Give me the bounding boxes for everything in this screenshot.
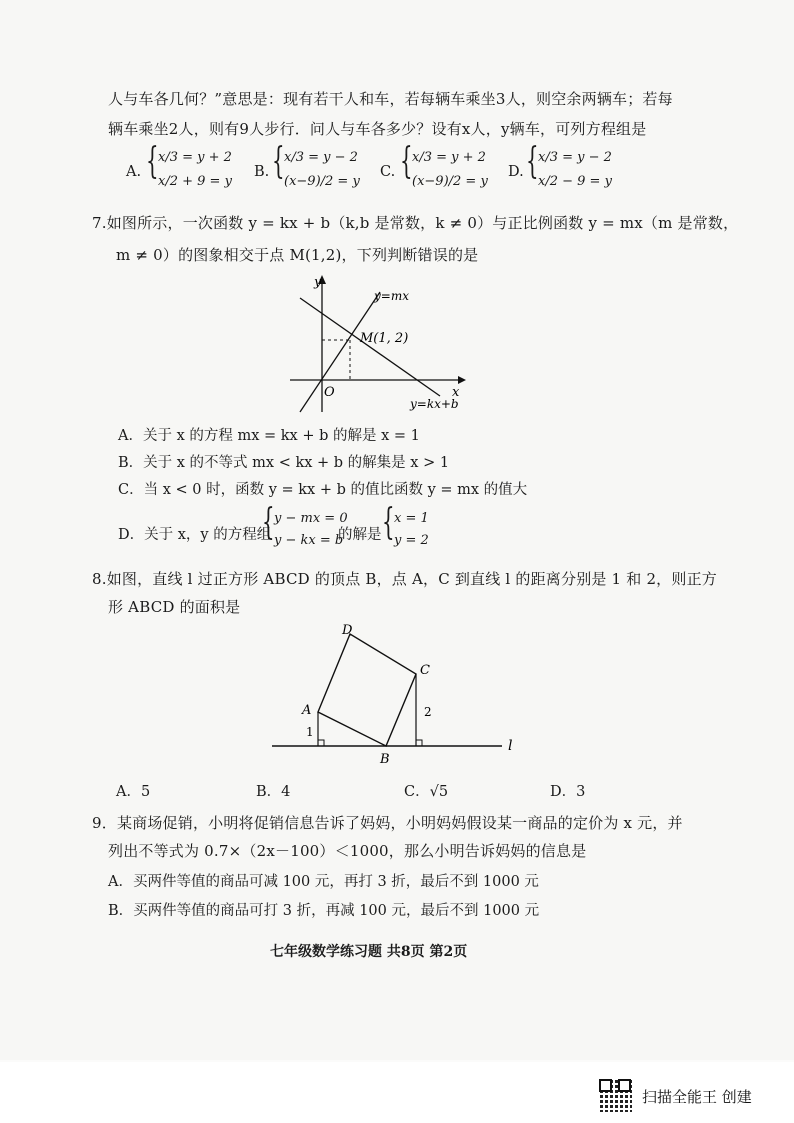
q8-line-2: 形 ABCD 的面积是 xyxy=(108,598,241,616)
q8-label-b: B xyxy=(380,752,390,767)
scanner-brand xyxy=(598,1078,778,1112)
q7-label-point-m: M(1, 2) xyxy=(360,331,409,346)
q7-option-d-sys1-eq1: y − mx = 0 xyxy=(274,511,348,526)
q8-option-a: A．5 xyxy=(116,784,151,800)
q8-right-angle-c-icon xyxy=(416,740,422,746)
q6-option-a-eq2: x/2 + 9 = y xyxy=(158,174,232,189)
q6-option-a-system: { x/3 = y + 2 x/2 + 9 = y xyxy=(146,141,232,189)
q7-line-mx xyxy=(300,292,380,412)
q7-option-c: C．当 x < 0 时，函数 y = kx + b 的值比函数 y = mx 的值大 xyxy=(118,482,528,498)
q7-label-kxb: y=kx+b xyxy=(410,397,459,411)
q9-line-1: 9．某商场促销，小明将促销信息告诉了妈妈，小明妈妈假设某一商品的定价为 x 元，并 xyxy=(92,814,683,832)
q8-label-dist-a: 1 xyxy=(306,725,314,739)
q8-label-a: A xyxy=(302,703,312,718)
q7-graph xyxy=(280,272,480,416)
q6-option-d-system: { x/3 = y − 2 x/2 − 9 = y xyxy=(526,141,612,189)
q6-line-2: 辆车乘坐2人，则有9人步行．问人与车各多少？设有x人，y辆车，可列方程组是 xyxy=(108,120,647,138)
q7-x-arrow-icon xyxy=(458,376,466,384)
q8-label-dist-c: 2 xyxy=(424,705,432,719)
q6-option-d-label: D. xyxy=(508,164,524,180)
q9-option-b: B．买两件等值的商品可打 3 折，再减 100 元，最后不到 1000 元 xyxy=(108,903,540,919)
q6-option-c-eq2: (x−9)/2 = y xyxy=(412,174,488,189)
q8-label-l: l xyxy=(508,738,513,754)
q7-label-mx: y=mx xyxy=(374,289,409,303)
q7-line-1: 7.如图所示，一次函数 y = kx + b（k,b 是常数，k ≠ 0）与正比例函数 y = mx（m 是常数， xyxy=(92,214,739,232)
q8-label-d: D xyxy=(342,623,353,638)
q6-option-c-label: C. xyxy=(380,164,396,180)
q8-label-c: C xyxy=(420,663,430,678)
q7-option-d-system-1: { y − mx = 0 y − kx = b xyxy=(262,502,348,548)
q8-right-angle-a-icon xyxy=(318,740,324,746)
q7-label-y: y xyxy=(314,275,322,290)
q6-option-d-eq2: x/2 − 9 = y xyxy=(538,174,612,189)
page-footer: 七年级数学练习题 共8页 第2页 xyxy=(270,944,468,960)
brand-text: 扫描全能王 创建 xyxy=(642,1088,752,1106)
q6-option-c-eq1: x/3 = y + 2 xyxy=(412,150,486,165)
q6-option-a-eq1: x/3 = y + 2 xyxy=(158,150,232,165)
q8-option-c: C．√5 xyxy=(404,784,449,800)
q6-option-b-label: B. xyxy=(254,164,270,180)
q6-option-c-system: { x/3 = y + 2 (x−9)/2 = y xyxy=(400,141,488,189)
q8-option-d: D．3 xyxy=(550,784,586,800)
q8-square xyxy=(318,634,416,746)
q7-option-a: A．关于 x 的方程 mx = kx + b 的解是 x = 1 xyxy=(118,428,420,444)
q7-option-d: D．关于 x，y 的方程组 xyxy=(118,527,272,543)
q7-label-origin: O xyxy=(324,385,335,400)
q7-option-d-system-2: { x = 1 y = 2 xyxy=(382,502,429,548)
q7-option-b: B．关于 x 的不等式 mx < kx + b 的解集是 x > 1 xyxy=(118,455,450,471)
qr-code-icon xyxy=(598,1078,632,1112)
q6-option-b-eq2: (x−9)/2 = y xyxy=(284,174,360,189)
q9-option-a: A．买两件等值的商品可减 100 元，再打 3 折，最后不到 1000 元 xyxy=(108,874,539,890)
q7-option-d-sys2-eq2: y = 2 xyxy=(394,533,429,548)
q6-option-b-eq1: x/3 = y − 2 xyxy=(284,150,358,165)
q7-option-d-mid: 的解是 xyxy=(338,527,382,543)
q9-line-2: 列出不等式为 0.7×（2x－100）＜1000，那么小明告诉妈妈的信息是 xyxy=(108,842,587,860)
q7-option-d-sys1-eq2: y − kx = b xyxy=(274,533,344,548)
q8-line-1: 8.如图，直线 l 过正方形 ABCD 的顶点 B，点 A，C 到直线 l 的距离分别是 1 和 2，则正方 xyxy=(92,570,717,588)
q6-option-d-eq1: x/3 = y − 2 xyxy=(538,150,612,165)
q7-line-2: m ≠ 0）的图象相交于点 M(1,2)，下列判断错误的是 xyxy=(116,246,479,264)
q8-figure xyxy=(270,622,520,768)
q6-line-1: 人与车各几何？”意思是：现有若干人和车，若每辆车乘坐3人，则空余两辆车；若每 xyxy=(108,90,673,108)
q6-option-a-label: A. xyxy=(126,164,142,180)
q6-option-b-system: { x/3 = y − 2 (x−9)/2 = y xyxy=(272,141,360,189)
q7-option-d-sys2-eq1: x = 1 xyxy=(394,511,429,526)
q8-option-b: B．4 xyxy=(256,784,291,800)
q7-label-x: x xyxy=(452,385,460,400)
